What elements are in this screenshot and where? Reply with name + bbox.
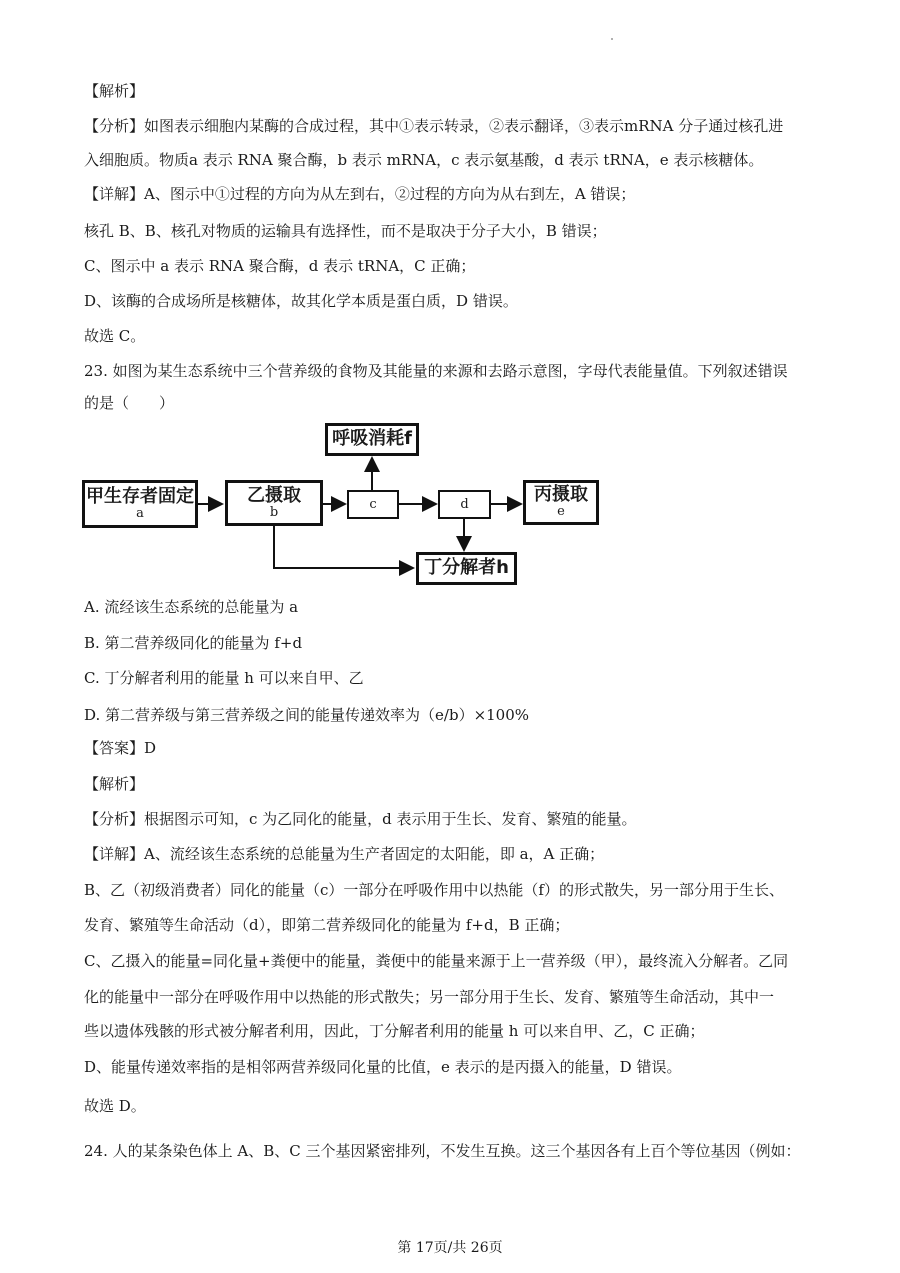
decomposer-box — [416, 552, 517, 585]
text-line: A. 流经该生态系统的总能量为 a — [84, 598, 299, 616]
text-line: 【详解】A、流经该生态系统的总能量为生产者固定的太阳能，即 a，A 正确； — [84, 845, 605, 863]
text-line: 化的能量中一部分在呼吸作用中以热能的形式散失；另一部分用于生长、发育、繁殖等生命活动，其中一 — [84, 988, 775, 1006]
respiration-box — [325, 423, 419, 456]
text-line: B、乙（初级消费者）同化的能量（c）一部分在呼吸作用中以热能（f）的形式散失，另一部分用于生长、 — [84, 881, 784, 899]
text-line: 入细胞质。物质a 表示 RNA 聚合酶，b 表示 mRNA，c 表示氨基酸，d 表示 tRNA，e 表示核糖体。 — [84, 151, 764, 169]
producer-var: a — [136, 505, 144, 521]
text-line: 【解析】 — [84, 82, 145, 100]
text-line: 故选 C。 — [84, 327, 146, 345]
producer-label: 甲生存者固定 — [86, 485, 194, 507]
d-label: d — [460, 496, 469, 512]
arrow-b-to-h — [274, 526, 413, 568]
text-line: D. 第二营养级与第三营养级之间的能量传递效率为（e/b）×100% — [84, 706, 530, 724]
consumer1-var: b — [269, 504, 279, 520]
text-line: C、乙摄入的能量=同化量+粪便中的能量，粪便中的能量来源于上一营养级（甲），最终流入分解者。乙同 — [84, 952, 789, 970]
consumer2-var: e — [557, 504, 565, 520]
text-line: 核孔 B、B、核孔对物质的运输具有选择性，而不是取决于分子大小，B 错误； — [84, 222, 607, 240]
energy-flow-diagram — [80, 420, 620, 590]
text-line: C、图示中 a 表示 RNA 聚合酶，d 表示 tRNA，C 正确； — [84, 257, 476, 275]
text-line: 【解析】 — [84, 775, 145, 793]
text-line: 故选 D。 — [84, 1097, 146, 1115]
text-line: 的是（ ） — [84, 394, 175, 412]
text-line: 【分析】如图表示细胞内某酶的合成过程，其中①表示转录，②表示翻译，③表示mRNA 分子通过核孔进 — [84, 117, 784, 135]
producer-box — [82, 480, 198, 528]
scan-dot — [611, 38, 613, 40]
consumer2-label: 丙摄取 — [534, 484, 588, 506]
text-line: 24. 人的某条染色体上 A、B、C 三个基因紧密排列，不发生互换。这三个基因各有上百个等位基因（例如： — [84, 1142, 801, 1160]
text-line: 发育、繁殖等生命活动（d），即第二营养级同化的能量为 f+d，B 正确； — [84, 916, 570, 934]
c-box — [347, 490, 399, 519]
decomposer-label: 丁分解者h — [424, 557, 509, 579]
d-box — [438, 490, 491, 519]
consumer1-box — [225, 480, 323, 526]
text-line: C. 丁分解者利用的能量 h 可以来自甲、乙 — [84, 669, 364, 687]
consumer1-label: 乙摄取 — [247, 484, 301, 506]
text-line: 【答案】D — [84, 739, 157, 757]
respiration-label: 呼吸消耗f — [332, 428, 412, 450]
text-line: B. 第二营养级同化的能量为 f+d — [84, 634, 303, 652]
text-line: D、能量传递效率指的是相邻两营养级同化量的比值，e 表示的是丙摄入的能量，D 错误。 — [84, 1058, 682, 1076]
text-line: 23. 如图为某生态系统中三个营养级的食物及其能量的来源和去路示意图，字母代表能量值。下列叙述错误 — [84, 362, 788, 380]
text-line: 【分析】根据图示可知，c 为乙同化的能量，d 表示用于生长、发育、繁殖的能量。 — [84, 810, 637, 828]
consumer2-box — [523, 480, 599, 525]
c-label: c — [369, 496, 377, 512]
text-line: D、该酶的合成场所是核糖体，故其化学本质是蛋白质，D 错误。 — [84, 292, 518, 310]
text-line: 【详解】A、图示中①过程的方向为从左到右，②过程的方向为从右到左，A 错误； — [84, 185, 636, 203]
page-footer: 第 17页/共 26页 — [397, 1240, 503, 1256]
text-line: 些以遗体残骸的形式被分解者利用，因此，丁分解者利用的能量 h 可以来自甲、乙，C 正确； — [84, 1022, 705, 1040]
